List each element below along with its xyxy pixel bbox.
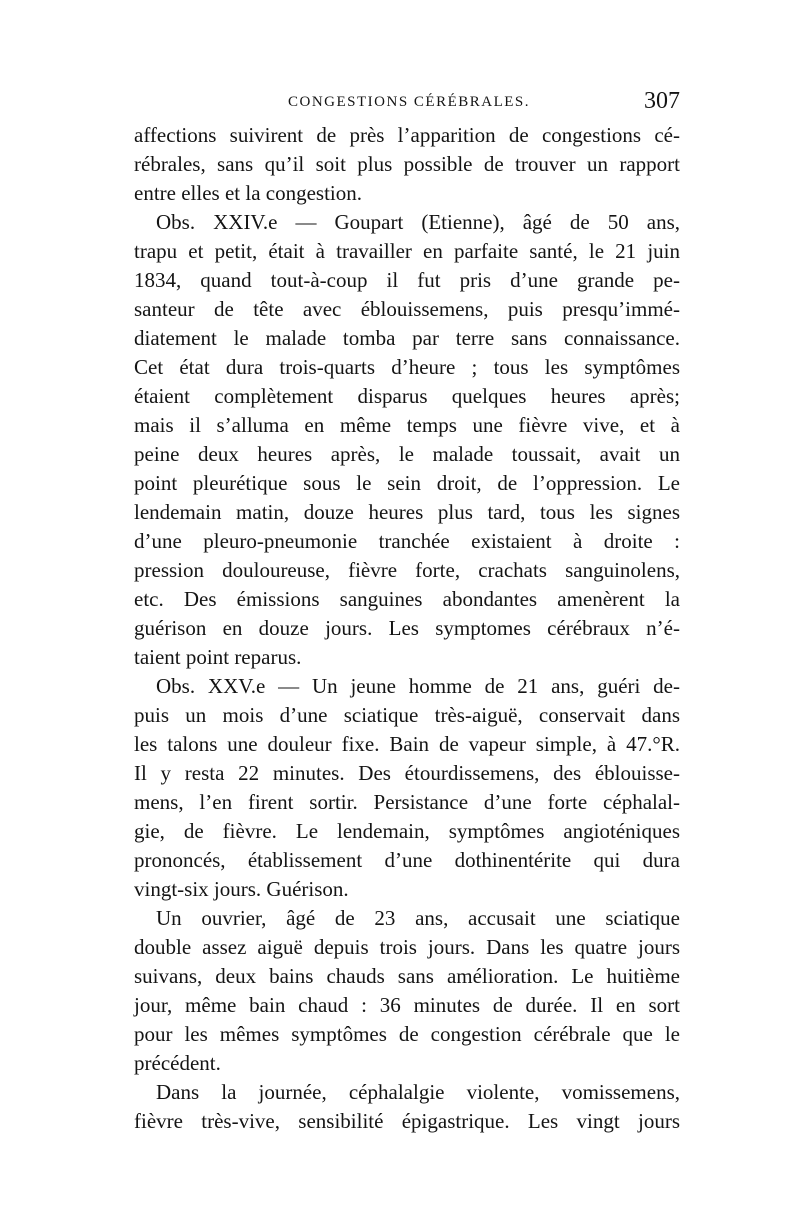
text-line: vingt-six jours. Guérison. (134, 877, 349, 901)
text-line: lendemain matin, douze heures plus tard, tous les signes (134, 500, 680, 524)
text-line: rébrales, sans qu’il soit plus possible de trouver un rapport (134, 152, 680, 176)
text-line: fièvre très-vive, sensibilité épigastrique. Les vingt jours (134, 1109, 680, 1133)
text-line: d’une pleuro-pneumonie tranchée existaient à droite : (134, 529, 680, 553)
text-line: précédent. (134, 1051, 221, 1075)
text-line: pour les mêmes symptômes de congestion cérébrale que le (134, 1022, 680, 1046)
text-line: mais il s’alluma en même temps une fièvre vive, et à (134, 413, 680, 437)
text-line: peine deux heures après, le malade toussait, avait un (134, 442, 680, 466)
text-line: Un ouvrier, âgé de 23 ans, accusait une sciatique (156, 906, 680, 930)
text-line: pression douloureuse, fièvre forte, crachats sanguinolens, (134, 558, 680, 582)
text-line: étaient complètement disparus quelques heures après; (134, 384, 680, 408)
text-line: prononcés, établissement d’une dothinentérite qui dura (134, 848, 680, 872)
text-line: suivans, deux bains chauds sans amélioration. Le huitième (134, 964, 680, 988)
running-head (138, 88, 680, 118)
text-line: etc. Des émissions sanguines abondantes amenèrent la (134, 587, 680, 611)
text-line: Obs. XXIV.e — Goupart (Etienne), âgé de 50 ans, (156, 210, 680, 234)
text-line: Obs. XXV.e — Un jeune homme de 21 ans, guéri de- (156, 674, 680, 698)
text-line: Il y resta 22 minutes. Des étourdissemens, des éblouisse- (134, 761, 680, 785)
text-line: Cet état dura trois-quarts d’heure ; tous les symptômes (134, 355, 680, 379)
text-line: point pleurétique sous le sein droit, de l’oppression. Le (134, 471, 680, 495)
text-line: puis un mois d’une sciatique très-aiguë, conservait dans (134, 703, 680, 727)
text-line: jour, même bain chaud : 36 minutes de durée. Il en sort (134, 993, 680, 1017)
text-line: les talons une douleur fixe. Bain de vapeur simple, à 47.°R. (134, 732, 680, 756)
running-title: CONGESTIONS CÉRÉBRALES. (288, 94, 531, 110)
text-line: taient point reparus. (134, 645, 302, 669)
body-text (134, 121, 680, 1136)
text-line: gie, de fièvre. Le lendemain, symptômes angioténiques (134, 819, 680, 843)
text-line: trapu et petit, était à travailler en parfaite santé, le 21 juin (134, 239, 680, 263)
page-number: 307 (644, 88, 680, 114)
text-line: Dans la journée, céphalalgie violente, vomissemens, (156, 1080, 680, 1104)
text-line: diatement le malade tomba par terre sans connaissance. (134, 326, 680, 350)
text-line: double assez aiguë depuis trois jours. Dans les quatre jours (134, 935, 680, 959)
text-line: 1834, quand tout-à-coup il fut pris d’une grande pe- (134, 268, 680, 292)
text-line: mens, l’en firent sortir. Persistance d’une forte céphalal- (134, 790, 680, 814)
text-line: affections suivirent de près l’apparition de congestions cé- (134, 123, 680, 147)
text-line: entre elles et la congestion. (134, 181, 362, 205)
text-line: guérison en douze jours. Les symptomes cérébraux n’é- (134, 616, 680, 640)
text-line: santeur de tête avec éblouissemens, puis presqu’immé- (134, 297, 680, 321)
